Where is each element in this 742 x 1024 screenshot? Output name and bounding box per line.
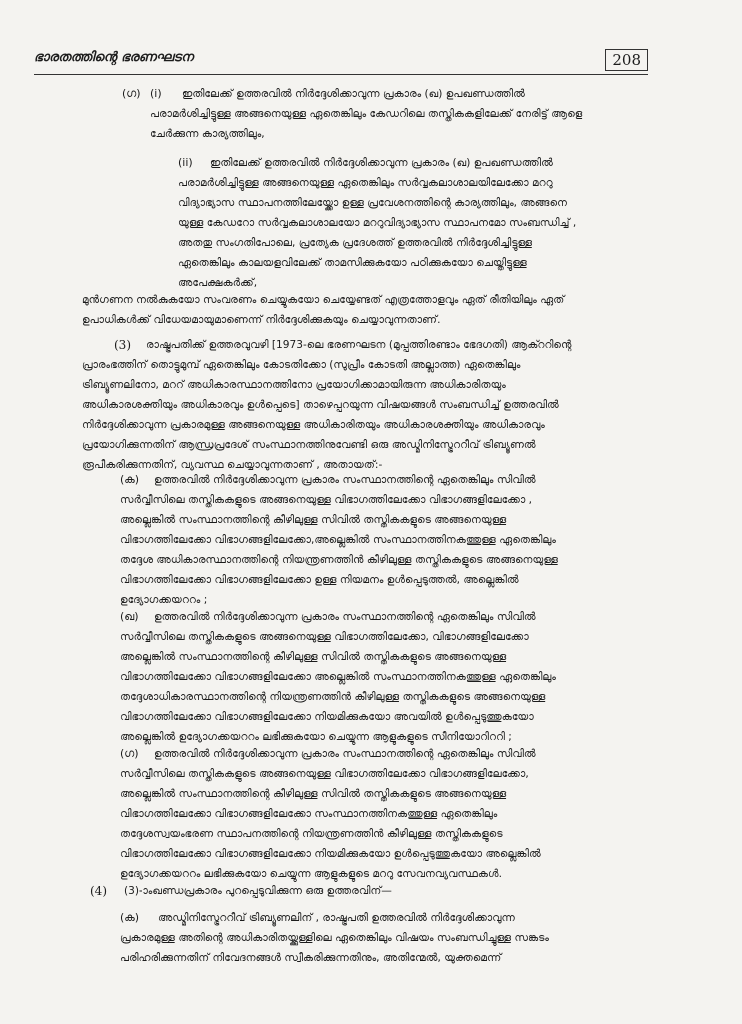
clause-4-intro: (3)-ാംഖണ്ഡപ്രകാരം പുറപ്പെടുവിക്കുന്ന ഒരു ഉത്തരവിന്—: [124, 885, 392, 897]
item-kha-body: സർവ്വീസിലെ തസ്തികകളുടെ അങ്ങനെയുള്ള വിഭാഗത്തിലേക്കോ, വിഭാഗങ്ങളിലേക്കോ അല്ലെങ്കിൽ സംസ്ഥാനത്തിന്റെ കീഴിലുള്ള സിവിൽ തസ്തികകളുടെ അങ്ങനെയുള്ള വിഭാഗത്തിലേക്കോ വിഭാഗങ്ങളിലേക്കോ അല്ലെങ്കിൽ സംസ്ഥാനത്തിനകത്തുള്ള ഏതെങ്കിലും തദ്ദേശാധികാരസ്ഥാനത്തിന്റെ നിയന്ത്രണത്തിൻ കീഴിലുള്ള തസ്തികകളുടെ അങ്ങനെയുള്ള വിഭാഗത്തിലേക്കോ വിഭാഗങ്ങളിലേക്കോ നിയമിക്കുകയോ അവയിൽ ഉൾപ്പെടുത്തുകയോ അല്ലെങ്കിൽ ഉദ്യോഗക്കയററം ലഭിക്കുകയോ ചെയ്യുന്ന ആളുകളുടെ സീനിയോറിററി ;: [120, 631, 556, 743]
item-label-kha: (ഖ): [120, 610, 139, 623]
item-ka-body: സർവ്വീസിലെ തസ്തികകളുടെ അങ്ങനെയുള്ള വിഭാഗത്തിലേക്കോ വിഭാഗങ്ങളിലേക്കോ , അല്ലെങ്കിൽ സംസ്ഥാനത്തിന്റെ കീഴിലുള്ള സിവിൽ തസ്തികകളുടെ അങ്ങനെയുള്ള വിഭാഗത്തിലേക്കോ വിഭാഗങ്ങളിലേക്കോ,അല്ലെങ്കിൽ സംസ്ഥാനത്തിനകത്തുള്ള ഏതെങ്കിലും തദ്ദേശ അധികാരസ്ഥാനത്തിന്റെ നിയന്ത്രണത്തിൻ കീഴിലുള്ള തസ്തികകളുടെ അങ്ങനെയുള്ള വിഭാഗത്തിലേക്കോ വിഭാഗങ്ങളിലേക്കോ ഉള്ള നിയമനം ഉൾപ്പെടുത്തൽ, അല്ലെങ്കിൽ ഉദ്യോഗക്കയററം ;: [120, 494, 558, 606]
clause-3-line-1: രാഷ്ട്രപതിക്ക് ഉത്തരവുവഴി [1973-ലെ ഭരണഘടന (മുപ്പത്തിരണ്ടാം ഭേദഗതി) ആക്ററിന്റെ: [146, 339, 572, 351]
subclause-i-line-1: ഇതിലേക്ക് ഉത്തരവിൽ നിർദ്ദേശിക്കാവുന്ന പ്രകാരം (ഖ) ഉപഖണ്ഡത്തിൽ: [182, 88, 525, 100]
item-ga-line-1: ഉത്തരവിൽ നിർദ്ദേശിക്കാവുന്ന പ്രകാരം സംസ്ഥാനത്തിന്റെ ഏതെങ്കിലും സിവിൽ: [154, 748, 536, 760]
clause-number-3: (3): [114, 338, 131, 352]
item-kha-line-1: ഉത്തരവിൽ നിർദ്ദേശിക്കാവുന്ന പ്രകാരം സംസ്ഥാനത്തിന്റെ ഏതെങ്കിലും സിവിൽ: [154, 611, 536, 623]
item-4-ka-body: പ്രകാരമുള്ള അതിന്റെ അധികാരിതയ്ക്കുള്ളിലെ ഏതെങ്കിലും വിഷയം സംബന്ധിച്ചുള്ള സങ്കടം പരിഹരിക്കുന്നതിന് നിവേദനങ്ങൾ സ്വീകരിക്കുന്നതിനും, അതിന്മേൽ, യുക്തമെന്ന്: [120, 932, 549, 964]
item-ga-body: സർവ്വീസിലെ തസ്തികകളുടെ അങ്ങനെയുള്ള വിഭാഗത്തിലേക്കോ വിഭാഗങ്ങളിലേക്കോ, അല്ലെങ്കിൽ സംസ്ഥാനത്തിന്റെ കീഴിലുള്ള സിവിൽ തസ്തികകളുടെ അങ്ങനെയുള്ള വിഭാഗത്തിലേക്കോ വിഭാഗങ്ങളിലേക്കോ സംസ്ഥാനത്തിനകത്തുള്ള ഏതെങ്കിലും തദ്ദേശസ്വയംഭരണ സ്ഥാപനത്തിന്റെ നിയന്ത്രണത്തിൻ കീഴിലുള്ള തസ്തികകളുടെ വിഭാഗത്തിലേക്കോ വിഭാഗങ്ങളിലേക്കോ നിയമിക്കുകയോ ഉൾപ്പെടുത്തുകയോ അല്ലെങ്കിൽ ഉദ്യോഗക്കയററം ലഭിക്കുകയോ ചെയ്യുന്ന ആളുകളുടെ മററു സേവനവ്യവസ്ഥകൾ.: [120, 768, 541, 880]
subclause-i-body: പരാമർശിച്ചിട്ടുള്ള അങ്ങനെയുള്ള ഏതെങ്കിലും കേഡറിലെ തസ്തികകളിലേക്ക് നേരിട്ട് ആളെ ചേർക്കുന്ന കാര്യത്തിലും,: [150, 108, 583, 140]
clause-label-ga: (ഗ): [122, 87, 141, 100]
clause-ga-closing: മുൻഗണന നൽകുകയോ സംവരണം ചെയ്യുകയോ ചെയ്യേണ്ടത് എത്രത്തോളവും ഏത് രീതിയിലും ഏത് ഉപാധികൾക്ക് വിധേയമായുമാണെന്ന് നിർദ്ദേശിക്കുകയും ചെയ്യാവുന്നതാണ്.: [82, 294, 565, 326]
subclause-ii-body: പരാമർശിച്ചിട്ടുള്ള അങ്ങനെയുള്ള ഏതെങ്കിലും സർവ്വകലാശാലയിലേക്കോ മററു വിദ്യാഭ്യാസ സ്ഥാപനത്തിലേയ്ക്കോ ഉള്ള പ്രവേശനത്തിന്റെ കാര്യത്തിലും, അങ്ങനെ യുള്ള കേഡറോ സർവ്വകലാശാലയോ മററുവിദ്യാഭ്യാസ സ്ഥാപനമോ സംബന്ധിച്ച് , അതതു സംഗതിപോലെ, പ്രത്യേക പ്രദേശത്ത് ഉത്തരവിൽ നിർദ്ദേശിച്ചിട്ടുള്ള ഏതെങ്കിലും കാലയളവിലേക്ക് താമസിക്കുകയോ പഠിക്കുകയോ ചെയ്തിട്ടുള്ള അപേക്ഷകർക്ക്,: [178, 177, 577, 289]
subclause-ii-line-1: ഇതിലേക്ക് ഉത്തരവിൽ നിർദ്ദേശിക്കാവുന്ന പ്രകാരം (ഖ) ഉപഖണ്ഡത്തിൽ: [210, 157, 553, 169]
item-ka-line-1: ഉത്തരവിൽ നിർദ്ദേശിക്കാവുന്ന പ്രകാരം സംസ്ഥാനത്തിന്റെ ഏതെങ്കിലും സിവിൽ: [154, 474, 536, 486]
item-4-ka-line-1: അഡ്മിനിസ്ട്രേററീവ് ട്രിബ്യൂണലിന് , രാഷ്ട്രപതി ഉത്തരവിൽ നിർദ്ദേശിക്കാവുന്ന: [158, 912, 515, 924]
clause-number-4: (4): [90, 884, 107, 898]
page-number: 208: [605, 49, 648, 71]
subclause-label-i: (i): [150, 87, 162, 100]
subclause-label-ii: (ii): [178, 156, 193, 169]
item-4-label-ka: (ക): [120, 911, 140, 924]
item-label-ga: (ഗ): [120, 747, 139, 760]
item-label-ka: (ക): [120, 473, 140, 486]
running-title: ഭാരതത്തിന്റെ ഭരണഘടന: [34, 50, 194, 65]
clause-3-body: പ്രാരംഭത്തിന് തൊട്ടുമുമ്പ് ഏതെങ്കിലും കോടതിക്കോ (സുപ്രീം കോടതി അല്ലാത്ത) ഏതെങ്കിലും ട്രിബ്യൂണലിനോ, മററ് അധികാരസ്ഥാനത്തിനോ പ്രയോഗിക്കാമായിരുന്ന അധികാരിതയും അധികാരശക്തിയും അധികാരവും ഉൾപ്പെടെ] താഴെപ്പറയുന്ന വിഷയങ്ങൾ സംബന്ധിച്ച് ഉത്തരവിൽ നിർദ്ദേശിക്കാവുന്ന പ്രകാരമുള്ള അങ്ങനെയുള്ള അധികാരിതയും അധികാരശക്തിയും അധികാരവും പ്രയോഗിക്കുന്നതിന് ആന്ധ്രപ്രദേശ് സംസ്ഥാനത്തിനുവേണ്ടി ഒരു അഡ്മിനിസ്ട്രേററീവ് ട്രിബ്യൂണൽ രൂപീകരിക്കുന്നതിന്, വ്യവസ്ഥ ചെയ്യാവുന്നതാണ് , അതായത്:-: [82, 359, 559, 471]
running-header: [34, 44, 648, 75]
